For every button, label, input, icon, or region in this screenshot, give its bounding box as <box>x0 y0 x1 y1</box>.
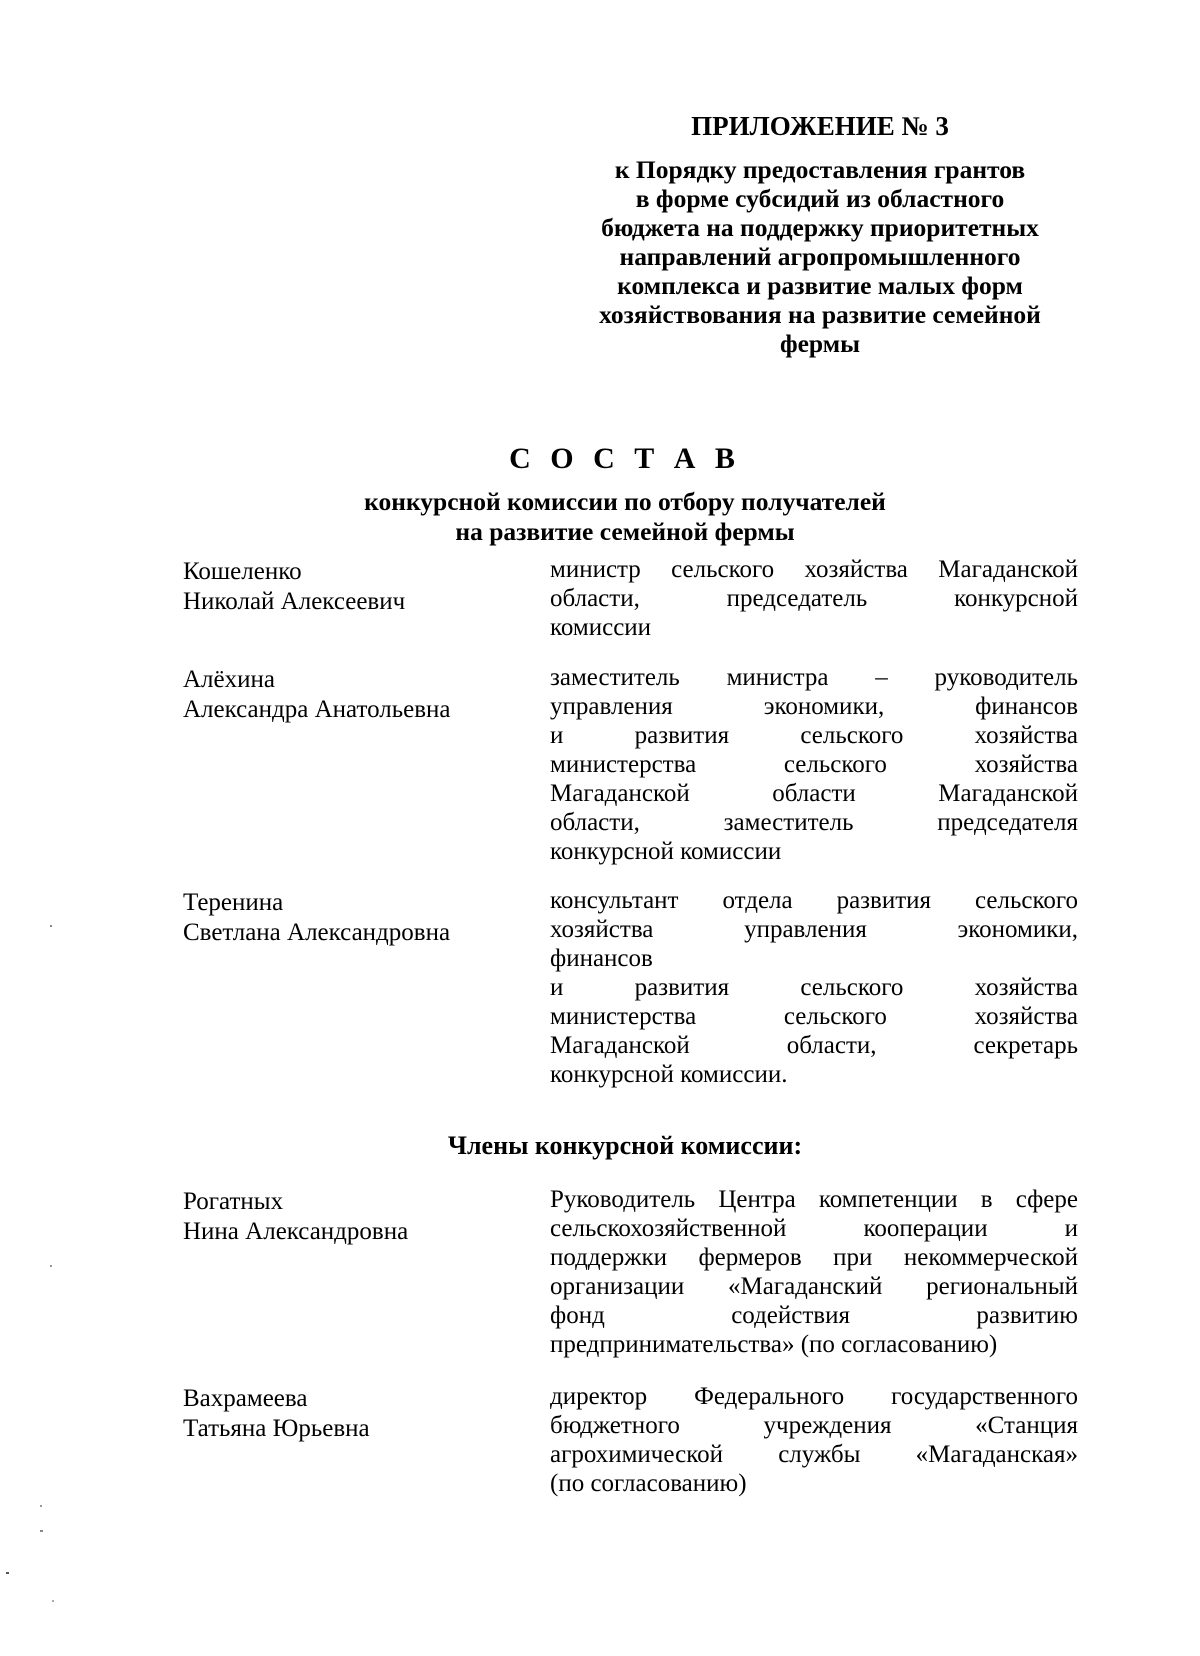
role-line: управления экономики, финансов <box>550 693 1078 720</box>
member-surname: Вахрамеева <box>183 1385 308 1412</box>
role-line: Магаданской области, секретарь <box>550 1032 1078 1059</box>
role-line: агрохимической службы «Магаданская» <box>550 1441 1078 1468</box>
appendix-line: бюджета на поддержку приоритетных <box>601 213 1039 242</box>
role-line: и развития сельского хозяйства <box>550 974 1078 1001</box>
member-given-name: Николай Алексеевич <box>183 587 406 615</box>
role-line: поддержки фермеров при некоммерческой <box>550 1244 1078 1271</box>
member-given-name: Светлана Александровна <box>183 918 451 946</box>
role-line: Магаданской области Магаданской <box>550 780 1078 807</box>
role-line: сельскохозяйственной кооперации и <box>550 1215 1078 1242</box>
member-given-name: Нина Александровна <box>183 1217 409 1245</box>
member-surname: Кошеленко <box>183 558 302 585</box>
members-heading: Члены конкурсной комиссии: <box>447 1131 803 1160</box>
role-line: хозяйства управления экономики, <box>550 916 1078 943</box>
subtitle-line: конкурсной комиссии по отбору получателей <box>364 487 886 516</box>
member-surname: Теренина <box>183 889 284 916</box>
role-line: конкурсной комиссии. <box>550 1061 788 1088</box>
role-line: области, председатель конкурсной <box>550 585 1078 612</box>
appendix-line: в форме субсидий из областного <box>635 184 1005 213</box>
role-line: финансов <box>550 945 653 972</box>
role-line: консультант отдела развития сельского <box>550 887 1078 914</box>
role-line: области, заместитель председателя <box>550 809 1078 836</box>
appendix-line: направлений агропромышленного <box>619 242 1021 271</box>
subtitle-line: на развитие семейной фермы <box>455 517 795 546</box>
appendix-line: к Порядку предоставления грантов <box>614 155 1026 184</box>
role-line: комиссии <box>550 614 652 641</box>
member-given-name: Татьяна Юрьевна <box>183 1414 370 1442</box>
role-line: министерства сельского хозяйства <box>550 1003 1078 1030</box>
role-line: директор Федерального государственного <box>550 1383 1078 1410</box>
appendix-line: комплекса и развитие малых форм <box>617 271 1023 300</box>
member-surname: Алёхина <box>183 666 275 693</box>
role-line: (по согласованию) <box>550 1470 747 1497</box>
member-given-name: Александра Анатольевна <box>183 695 451 723</box>
appendix-title: ПРИЛОЖЕНИЕ № 3 <box>691 111 949 141</box>
role-line: заместитель министра – руководитель <box>550 664 1078 691</box>
member-surname: Рогатных <box>183 1188 284 1215</box>
role-line: Руководитель Центра компетенции в сфере <box>550 1186 1078 1213</box>
document-title: С О С Т А В <box>509 442 741 475</box>
role-line: и развития сельского хозяйства <box>550 722 1078 749</box>
appendix-line: хозяйствования на развитие семейной <box>599 300 1041 329</box>
role-line: конкурсной комиссии <box>550 838 782 865</box>
role-line: бюджетного учреждения «Станция <box>550 1412 1078 1439</box>
role-line: министр сельского хозяйства Магаданской <box>550 556 1078 583</box>
role-line: фонд содействия развитию <box>550 1302 1078 1329</box>
role-line: организации «Магаданский региональный <box>550 1273 1078 1300</box>
role-line: предпринимательства» (по согласованию) <box>550 1331 998 1358</box>
appendix-line: фермы <box>779 329 861 358</box>
role-line: министерства сельского хозяйства <box>550 751 1078 778</box>
